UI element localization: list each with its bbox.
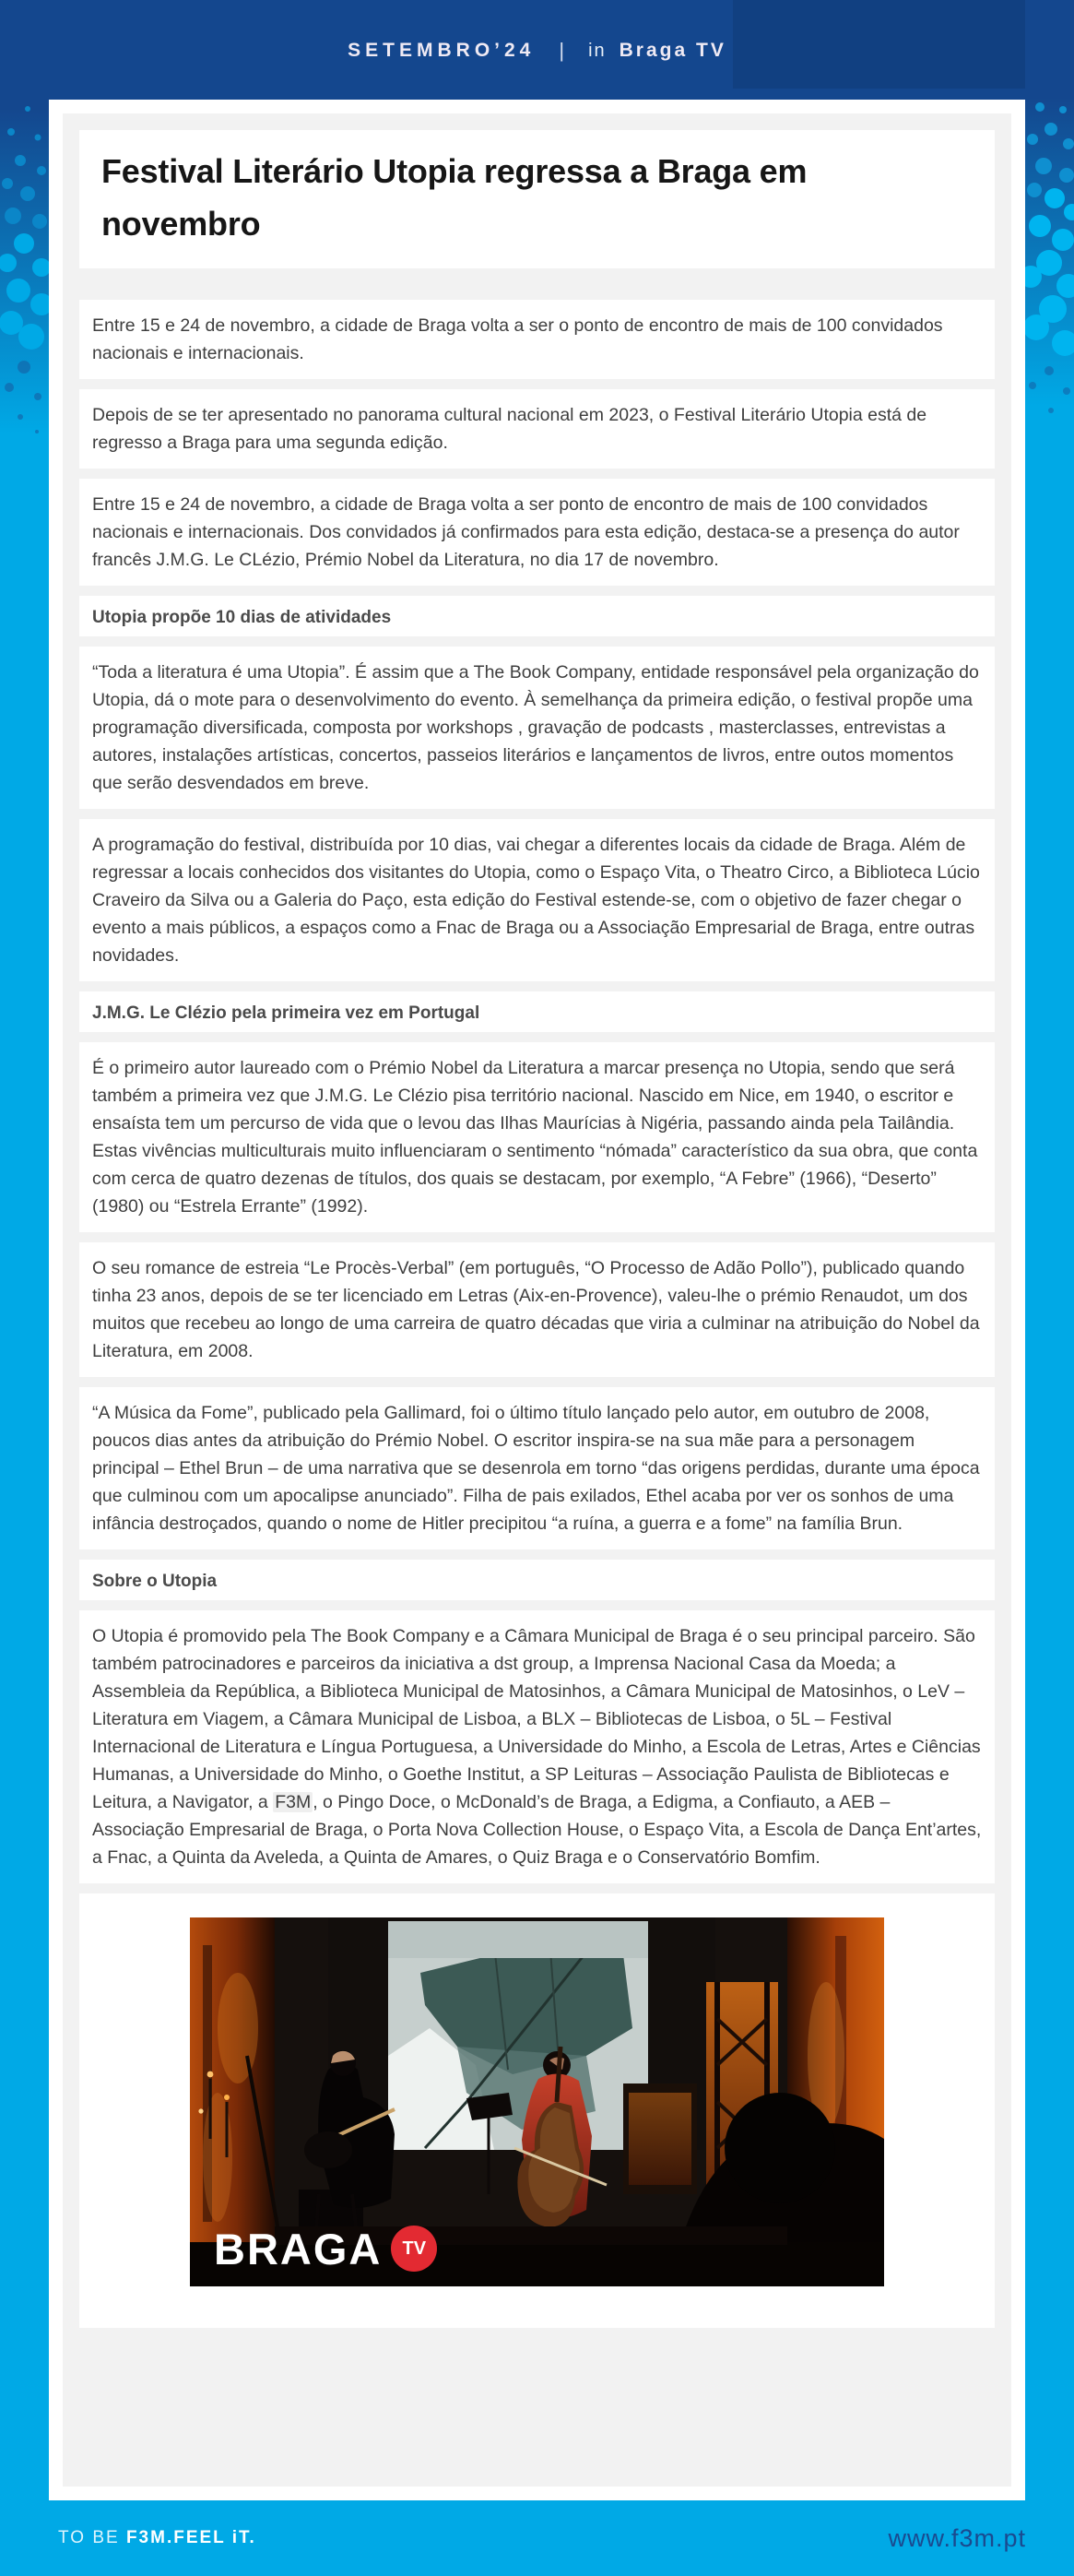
tagline-light: TO BE (58, 2528, 120, 2547)
f3m-brand-link[interactable]: F3M (275, 1792, 312, 1812)
paragraph-text: “Toda a literatura é uma Utopia”. É assim que a The Book Company, entidade responsável pela organização do Utopia, dá o mote para o desenvolvimento do evento. À semelhança da primeira edição, o festival propõe uma programação diversificada, composta por workshops , gravação de podcasts , masterclasses, entrevistas a autores, instalações artísticas, concertos, passeios literários e lançamentos de livros, entre outos momentos que serão desvendados em breve. (92, 662, 979, 793)
footer-band (0, 2500, 1074, 2576)
paragraph-text (92, 1622, 982, 1871)
halftone-pattern-left (0, 0, 49, 461)
paragraph-text: Entre 15 e 24 de novembro, a cidade de Braga volta a ser o ponto de encontro de mais de 100 convidados nacionais e internacionais. (92, 315, 943, 363)
paragraph-clezio-2 (79, 1242, 995, 1377)
section-heading-about (79, 1560, 995, 1600)
paragraph-text: Depois de se ter apresentado no panorama cultural nacional em 2023, o Festival Literário Utopia está de regresso a Braga para uma segunda edição. (92, 405, 927, 453)
paragraph-text: O seu romance de estreia “Le Procès-Verbal” (em português, “O Processo de Adão Pollo”), publicado quando tinha 23 anos, depois de se ter licenciado em Letras (Aix-en-Provence), valeu-lhe o prémio Renaudot, um dos muitos que recebeu ao longo de uma carreira de quatro décadas que viria a culminar na atribuição do Nobel da Literatura, em 2008. (92, 1258, 980, 1361)
paragraph-clezio-1 (79, 1042, 995, 1232)
footer-tagline (58, 2528, 256, 2548)
section-heading-program (79, 596, 995, 636)
brand-name: Braga TV (619, 40, 726, 61)
paragraph-text: A programação do festival, distribuída por 10 dias, vai chegar a diferentes locais da cidade de Braga. Além de regressar a locais conhecidos dos visitantes do Utopia, como o Espaço Vita, o Theatro Circo, a Biblioteca Lúcio Craveiro da Silva ou a Galeria do Paço, esta edição do Festival estende-se, com o objetivo de fazer chegar o evento a mais públicos, a espaços como a Fnac de Braga ou a Associação Empresarial de Braga, entre outras novidades. (92, 835, 980, 966)
halftone-pattern-right (1025, 0, 1074, 433)
about-text-post: , o Pingo Doce, o McDonald’s de Braga, a Edigma, a Confiauto, a AEB – Associação Empresarial de Braga, o Porta Nova Collection House, o Espaço Vita, a Escola de Dança Ent’artes, a Fnac, a Quinta da Aveleda, a Quinta de Amares, o Quiz Braga e o Conservatório Bomfim. (92, 1792, 982, 1868)
paragraph-text: “A Música da Fome”, publicado pela Gallimard, foi o último título lançado pelo autor, em outubro de 2008, poucos dias antes da atribuição do Prémio Nobel. O escritor inspira-se na sua mãe para a personagem principal – Ethel Brun – de uma narrativa que se desenrola em torno “das origens perdidas, durante uma época que culminou com um apocalipse anunciado”. Filha de pais exilados, Ethel acaba por ver os sonhos de uma infância destroçados, quando o nome de Hitler precipitou “a ruína, a guerra e a fome” na família Brun. (92, 1403, 980, 1534)
paragraph-text: É o primeiro autor laureado com o Prémio Nobel da Literatura a marcar presença no Utopia, sendo que será também a primeira vez que J.M.G. Le Clézio pisa território nacional. Nascido em Nice, em 1940, o escritor e ensaísta tem um percurso de vida que o levou das Ilhas Maurícias à Nigéria, passando ainda pela Tailândia. Estas vivências multiculturais muito influenciaram o sentimento “nómada” característico da sua obra, que conta com cerca de quatro dezenas de títulos, dos quais se destacam, por exemplo, “A Febre” (1966), “Deserto” (1980) ou “Estrela Errante” (1992). (92, 1058, 978, 1217)
paragraph-program-1 (79, 647, 995, 809)
article-content (63, 113, 1011, 2487)
tv-badge-icon: TV (391, 2226, 437, 2272)
section-heading-text: Utopia propõe 10 dias de atividades (92, 608, 392, 627)
footer-website-link[interactable]: www.f3m.pt (888, 2523, 1026, 2552)
issue-label: SETEMBRO’24 (348, 40, 536, 61)
paragraph-text: Entre 15 e 24 de novembro, a cidade de Braga volta a ser ponto de encontro de mais de 100 convidados nacionais e internacionais. Dos convidados já confirmados para esta edição, destaca-se a presença do autor francês J.M.G. Le CLézio, Prémio Nobel da Literatura, no dia 17 de novembro. (92, 494, 960, 570)
paragraph-intro-3 (79, 479, 995, 586)
header-separator: | (559, 39, 565, 62)
concert-photo (190, 1917, 884, 2286)
paragraph-clezio-3 (79, 1387, 995, 1549)
article-card (49, 100, 1025, 2500)
article-title: Festival Literário Utopia regressa a Braga em novembro (101, 152, 808, 243)
section-heading-text: Sobre o Utopia (92, 1572, 218, 1591)
paragraph-program-2 (79, 819, 995, 981)
brand-prefix: in (588, 40, 607, 61)
paragraph-intro-2 (79, 389, 995, 469)
section-heading-clezio (79, 991, 995, 1032)
photo-block (79, 1893, 995, 2328)
about-text-pre: O Utopia é promovido pela The Book Company e a Câmara Municipal de Braga é o seu principal parceiro. São também patrocinadores e parceiros da iniciativa a dst group, a Imprensa Nacional Casa da Moeda; a Assembleia da República, a Biblioteca Municipal de Matosinhos, a Câmara Municipal de Matosinhos, o LeV – Literatura em Viagem, a Câmara Municipal de Lisboa, a BLX – Bibliotecas de Lisboa, o 5L – Festival Internacional de Literatura e Língua Portuguesa, a Universidade do Minho, a Escola de Letras, Artes e Ciências Humanas, a Universidade do Minho, o Goethe Institut, a SP Leituras – Associação Paulista de Bibliotecas e Leitura, a Navigator, a (92, 1626, 981, 1812)
paragraph-intro-1 (79, 300, 995, 379)
paragraph-about (79, 1610, 995, 1883)
tagline-bold: F3M.FEEL iT. (125, 2528, 256, 2547)
section-heading-text: J.M.G. Le Clézio pela primeira vez em Portugal (92, 1003, 480, 1023)
newsletter-header (0, 0, 1074, 101)
title-block (79, 130, 995, 268)
braga-wordmark: BRAGA (214, 2224, 383, 2273)
braga-tv-logo (214, 2226, 437, 2272)
